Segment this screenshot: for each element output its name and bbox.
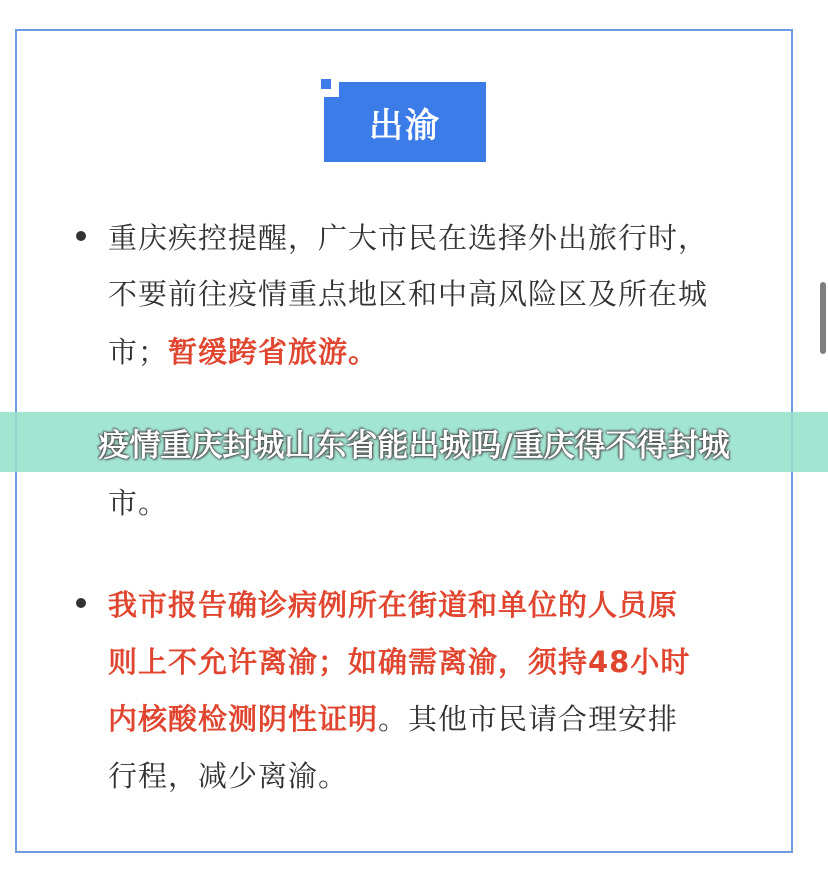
bullet2-line1: 我市报告确诊病例所在街道和单位的人员原 [108, 588, 679, 622]
bullet1-line3-highlight: 暂缓跨省旅游。 [168, 335, 379, 369]
bullet-dot-icon [76, 598, 86, 608]
bullet2-line3-highlight: 内核酸检测阴性证明 [108, 702, 379, 736]
bullet-dot-icon [76, 231, 86, 241]
bullet2-line3 [108, 697, 678, 738]
bullet2-line2: 则上不允许离渝；如确需离渝，须持48小时 [108, 645, 691, 679]
bullet1-line3 [108, 330, 378, 371]
bullet1-line1: 重庆疾控提醒，广大市民在选择外出旅行时， [108, 221, 709, 255]
headline-text: 疫情重庆封城山东省能出城吗/重庆得不得封城 [98, 427, 730, 464]
bullet2-line4: 行程，减少离渝。 [108, 759, 349, 793]
bullet1-line2: 不要前往疫情重点地区和中高风险区及所在城 [108, 277, 709, 311]
corner-notch-icon [321, 79, 339, 97]
bullet1-line5: 市。 [108, 486, 169, 520]
section-title-badge [324, 82, 486, 162]
bullet1-line3-normal: 市； [108, 335, 169, 369]
scrollbar-thumb[interactable] [820, 282, 826, 354]
section-title: 出渝 [369, 105, 441, 146]
bullet2-line3-normal: 。其他市民请合理安排 [378, 702, 679, 736]
headline-banner [0, 412, 828, 472]
